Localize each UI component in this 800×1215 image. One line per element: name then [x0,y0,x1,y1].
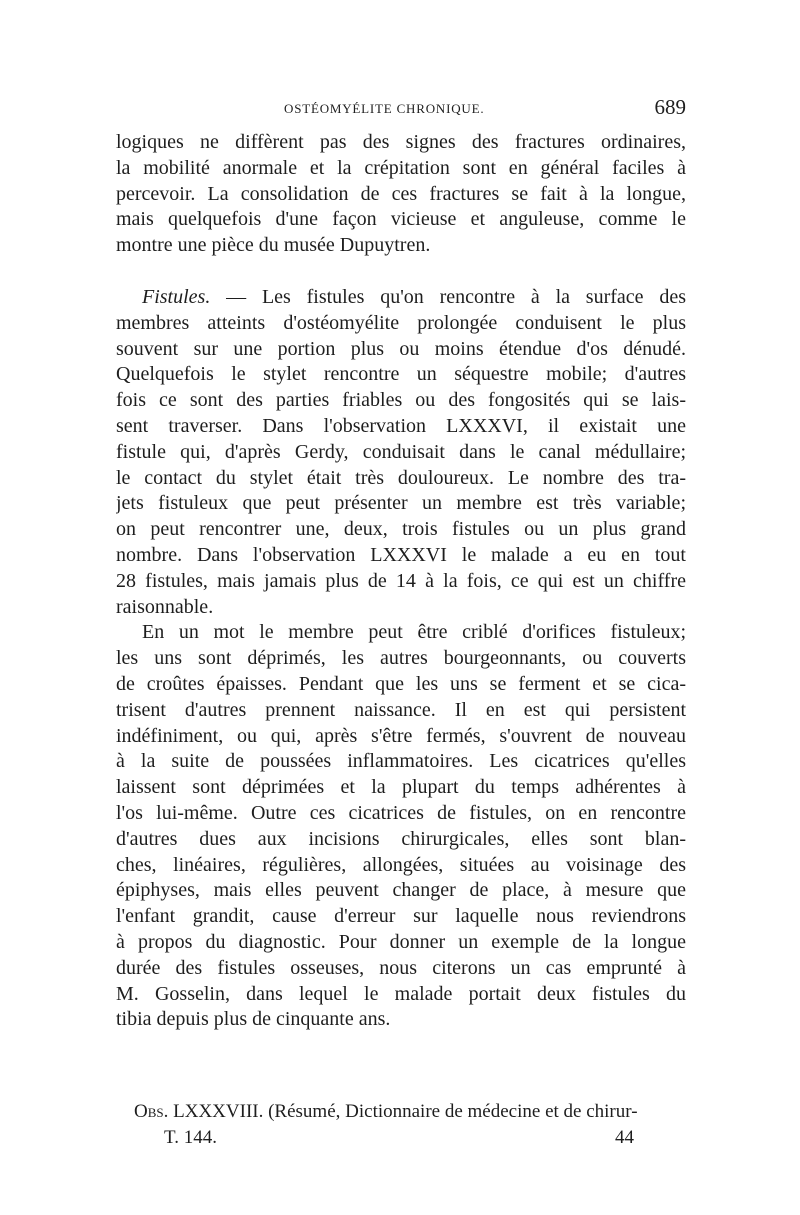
text-line: tibia depuis plus de cinquante ans. [116,1008,391,1031]
footnote-line [116,1125,686,1151]
text-line: trisent d'autres prennent naissance. Il en est qui persistent [116,698,686,721]
text-line-rest: — Les fistules qu'on rencontre à la surface des [210,285,686,308]
text-line: souvent sur une portion plus ou moins étendue d'os dénudé. [116,337,686,360]
text-line: raisonnable. [116,595,214,618]
text-line: jets fistuleux que peut présenter un membre est très variable; [116,492,686,515]
body-text [116,130,686,1033]
section-lead-fistules: Fistules. [142,285,211,308]
footnote [116,1099,686,1151]
footnote-page-ref: 44 [615,1127,634,1148]
text-line: le contact du stylet était très douloureux. Le nombre des tra- [116,466,686,489]
text-line: la mobilité anormale et la crépitation sont en général faciles à [116,156,686,179]
paragraph-3 [116,620,686,1033]
text-line: percevoir. La consolidation de ces fractures se fait à la longue, [116,182,686,205]
footnote-volume: T. 144. [164,1127,217,1148]
text-line: mais quelquefois d'une façon vicieuse et anguleuse, comme le [116,208,686,231]
text-line: membres atteints d'ostéomyélite prolongée conduisent le plus [116,311,686,334]
text-line: fistule qui, d'après Gerdy, conduisait dans le canal médullaire; [116,440,686,463]
text-line: durée des fistules osseuses, nous citerons un cas emprunté à [116,956,686,979]
text-line: indéfiniment, ou qui, après s'être fermés, s'ouvrent de nouveau [116,724,686,747]
text-line: nombre. Dans l'observation LXXXVI le malade a eu en tout [116,543,686,566]
text-line: à propos du diagnostic. Pour donner un exemple de la longue [116,930,686,953]
text-line: sent traverser. Dans l'observation LXXXVI, il existait une [116,414,686,437]
running-title: OSTÉOMYÉLITE CHRONIQUE. [284,101,485,116]
footnote-text: LXXXVIII. (Résumé, Dictionnaire de médecine et de chirur- [168,1101,638,1122]
text-line: on peut rencontrer une, deux, trois fistules ou un plus grand [116,518,686,541]
page-number: 689 [654,95,686,119]
text-line: En un mot le membre peut être criblé d'orifices fistuleux; [142,621,686,644]
paragraph-gap [116,259,686,285]
text-line: l'enfant grandit, cause d'erreur sur laquelle nous reviendrons [116,905,686,928]
footnote-line [116,1099,686,1125]
paragraph-2 [116,285,686,620]
text-line: de croûtes épaisses. Pendant que les uns se ferment et se cica- [116,672,686,695]
text-line: montre une pièce du musée Dupuytren. [116,234,431,257]
text-line: fois ce sont des parties friables ou des fongosités qui se lais- [116,389,686,412]
text-line: l'os lui-même. Outre ces cicatrices de fistules, on en rencontre [116,801,686,824]
text-line: les uns sont déprimés, les autres bourgeonnants, ou couverts [116,647,686,670]
text-line: d'autres dues aux incisions chirurgicales, elles sont blan- [116,827,686,850]
text-line: épiphyses, mais elles peuvent changer de place, à mesure que [116,879,686,902]
text-line: 28 fistules, mais jamais plus de 14 à la fois, ce qui est un chiffre [116,569,686,592]
text-line: M. Gosselin, dans lequel le malade portait deux fistules du [116,982,686,1005]
paragraph-1 [116,130,686,259]
text-line [116,285,686,311]
text-line: à la suite de poussées inflammatoires. Les cicatrices qu'elles [116,750,686,773]
text-line: Quelquefois le stylet rencontre un séquestre mobile; d'autres [116,363,686,386]
text-line: logiques ne diffèrent pas des signes des fractures ordinaires, [116,131,686,153]
running-head [116,95,686,125]
text-line: laissent sont déprimées et la plupart du temps adhérentes à [116,776,686,799]
text-line: ches, linéaires, régulières, allongées, situées au voisinage des [116,853,686,876]
observation-label: Obs. [134,1101,169,1122]
